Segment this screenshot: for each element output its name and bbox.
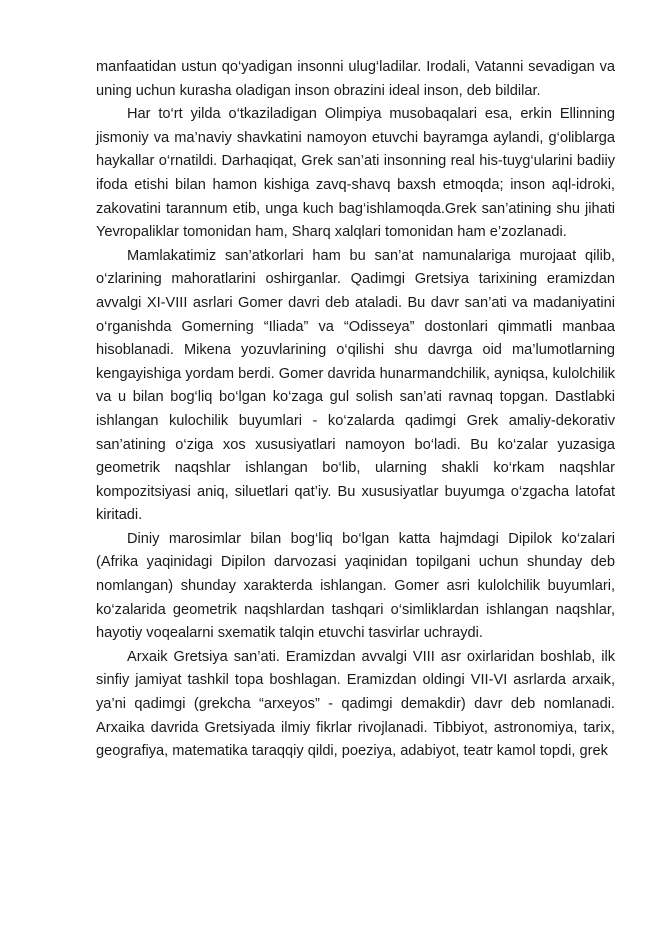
paragraph-homer-period: Mamlakatimiz san’atkorlari ham bu san’at namunalariga murojaat qilib, o‘zlarining mahoratlarini oshirganlar. Qadimgi Gretsiya tarixining eramizdan avvalgi XI-VIII asrlari Gomer davri deb ataladi. Bu davr san’ati va madaniyatini o‘rganishda Gomerning “Iliada” va “Odisseya” dostonlari qimmatli manbaa hisoblanadi. Mikena yozuvlarining o‘qilishi shu davrga oid ma’lumotlarning kengayishiga yordam berdi. Gomer davrida hunarmandchilik, ayniqsa, kulolchilik va u bilan bog‘liq bo‘lgan ko‘zaga gul solish san’ati ravnaq topgan. Dastlabki ishlangan kulochilik buyumlari - ko‘zalarda qadimgi Grek amaliy-dekorativ san’atining o‘ziga xos xususiyatlari namoyon bo‘ladi. Bu ko‘zalar yuzasiga geometrik naqshlar ishlangan bo‘lib, ularning shakli ko‘rkam naqshlar kompozitsiyasi aniq, siluetlari qat’iy. Bu xususiyatlar buyumga o‘zgacha latofat kiritadi. [96,247,615,524]
paragraph-archaic-greece: Arxaik Gretsiya san’ati. Eramizdan avvalgi VIII asr oxirlaridan boshlab, ilk sinfiy jamiyat tashkil topa boshlagan. Eramizdan oldingi VII-VI asrlarda arxaik, ya’ni qadimgi (grekcha “arxeyos” - qadimgi demakdir) davr deb nomlanadi. Arxaika davrida Gretsiyada ilmiy fikrlar rivojlanadi. Tibbiyot, astronomiya, tarix, geografiya, matematika taraqqiy qildi, poeziya, adabiyot, teatr kamol topdi, grek [96,648,615,760]
paragraph-dipylon-vases: Diniy marosimlar bilan bog‘liq bo‘lgan katta hajmdagi Dipilok ko‘zalari (Afrika yaqinidagi Dipilon darvozasi yaqinidan topilgani uchun shunday deb nomlangan) shunday xarakterda ishlangan. Gomer asri kulolchilik buyumlari, ko‘zalarida geometrik naqshlardan tashqari o‘simliklardan ishlangan naqshlar, hayotiy voqealarni sxematik talqin etuvchi tasvirlar uchraydi. [96,530,615,642]
paragraph-olympics: Har to‘rt yilda o‘tkaziladigan Olimpiya musobaqalari esa, erkin Ellinning jismoniy va ma’naviy shavkatini namoyon etuvchi bayramga aylandi, g‘oliblarga haykallar o‘rnatildi. Darhaqiqat, Grek san’ati insonning real his-tuyg‘ularini badiiy ifoda etishi bilan hamon kishiga zavq-shavq baxsh etmoqda; inson aql-idroki, zakovatini tarannum etib, unga kuch bag‘ishlamoqda.Grek san’atining shu jihati Yevropaliklar tomonidan ham, Sharq xalqlari tomonidan ham e’zozlanadi. [96,106,615,241]
document-page [96,56,615,764]
paragraph-continuation: manfaatidan ustun qo‘yadigan insonni ulug‘ladilar. Irodali, Vatanni sevadigan va uning uchun kurasha oladigan inson obrazini ideal inson, deb bildilar. [96,59,615,99]
